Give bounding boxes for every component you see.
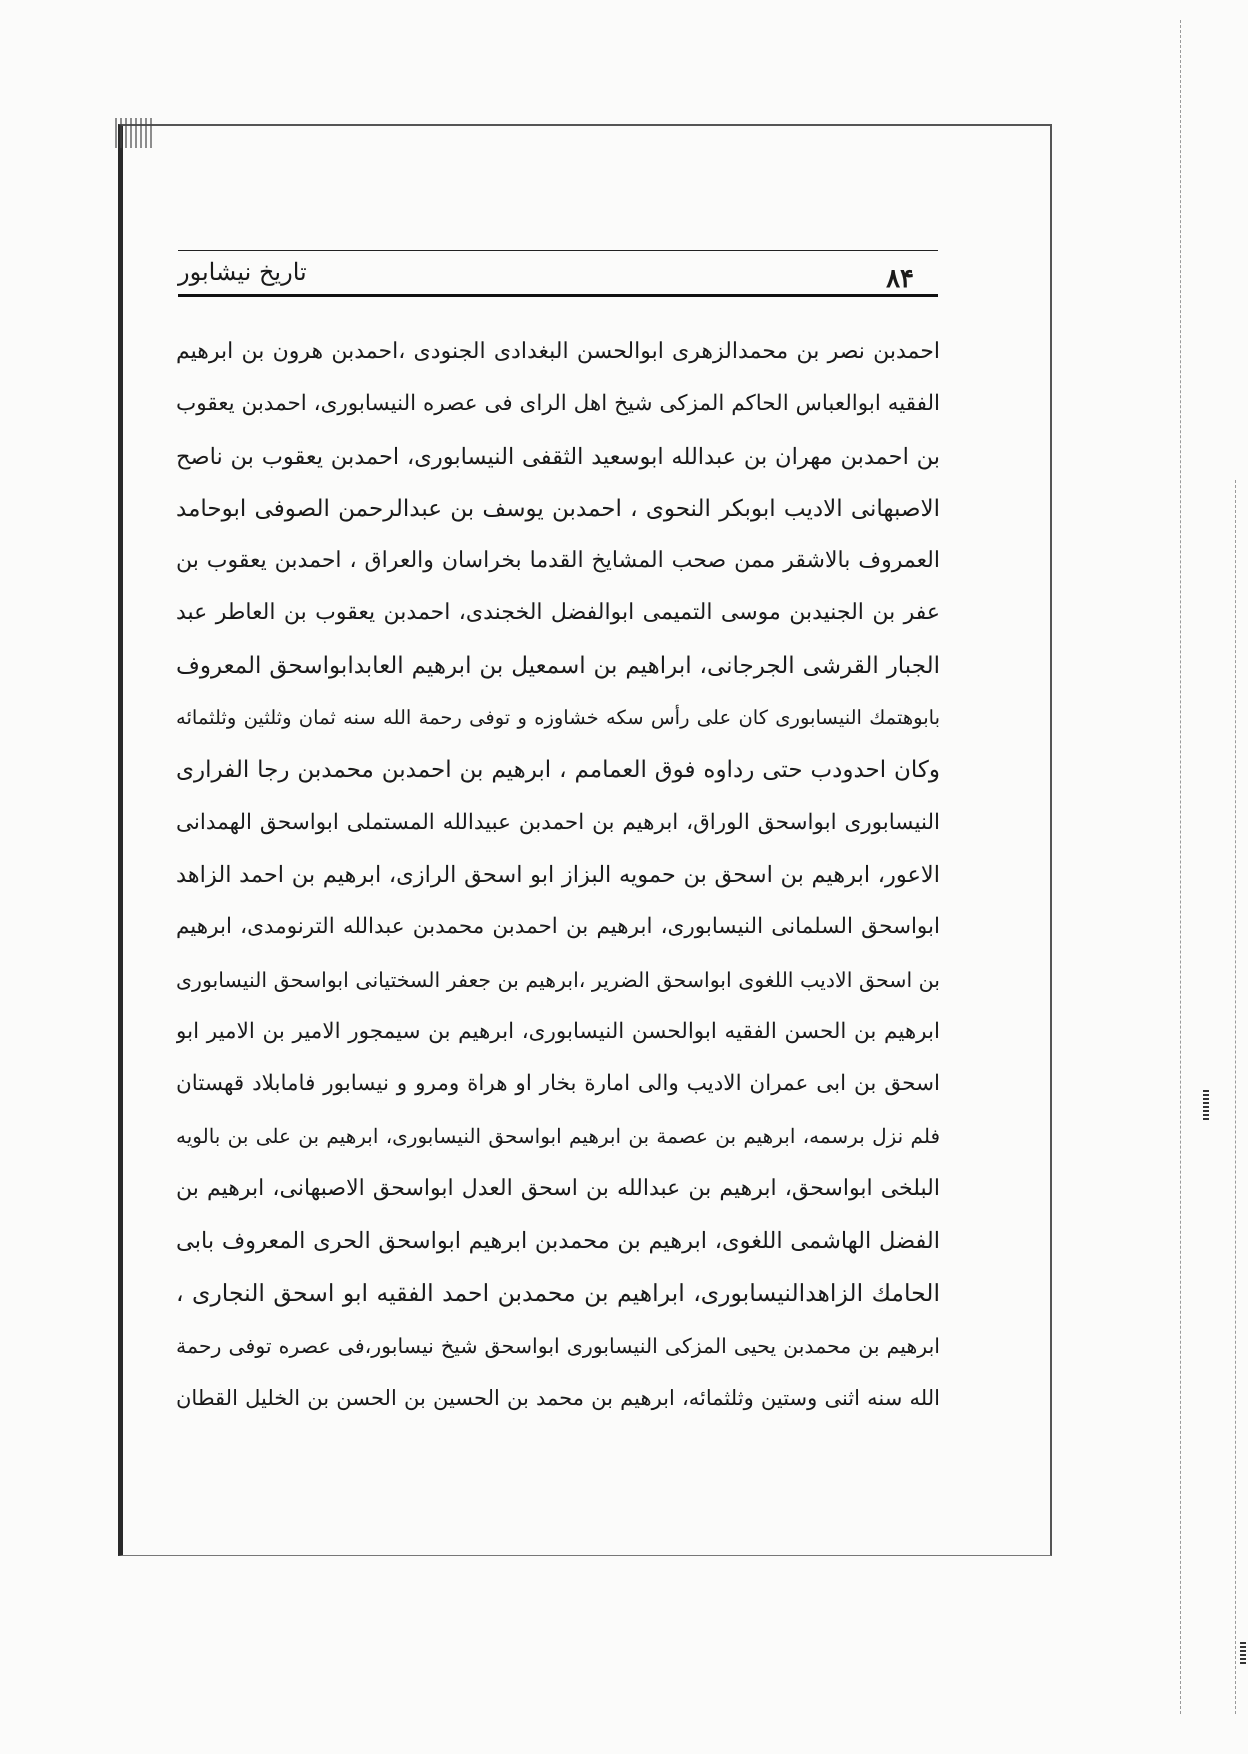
text-line: الاعور، ابرهیم بن اسحق بن حمویه البزاز ابو اسحق الرازی، ابرهیم بن احمد الزاهد	[176, 861, 940, 888]
scan-margin-line	[1235, 480, 1236, 1714]
text-line: الحامك الزاهدالنیسابوری، ابراهیم بن محمدبن احمد الفقیه ابو اسحق النجاری ،	[176, 1279, 940, 1308]
body-text	[176, 326, 940, 1424]
text-line: ابرهیم بن محمدبن یحیی المزکی النیسابوری ابواسحق شیخ نیسابور،فی عصره توفی رحمة	[176, 1333, 940, 1358]
text-line: ابواسحق السلمانی النیسابوری، ابرهیم بن احمدبن محمدبن عبدالله الترنومدی، ابرهیم	[176, 914, 940, 940]
text-line: بن احمدبن مهران بن عبدالله ابوسعید الثقفی النیسابوری، احمدبن یعقوب بن ناصح	[176, 443, 940, 470]
text-line: النیسابوری ابواسحق الوراق، ابرهیم بن احمدبن عبیدالله المستملی ابواسحق الهمدانی	[176, 809, 940, 835]
text-line: اسحق بن ابی عمران الادیب والی امارة بخار او هراة ومرو و نیسابور فامابلاد قهستان	[176, 1071, 940, 1097]
scan-artifact	[1203, 1090, 1209, 1120]
text-line: الله سنه اثنی وستین وثلثمائه، ابرهیم بن محمد بن الحسین بن الحسن بن الخلیل القطان	[176, 1385, 940, 1410]
text-line: عفر بن الجنیدبن موسی التمیمی ابوالفضل الخجندی، احمدبن یعقوب بن العاطر عبد	[176, 600, 940, 626]
text-line: الاصبهانی الادیب ابوبکر النحوی ، احمدبن یوسف بن عبدالرحمن الصوفی ابوحامد	[176, 495, 940, 522]
text-line: الجبار القرشی الجرجانی، ابراهیم بن اسمعیل بن ابرهیم العابدابواسحق المعروف	[176, 652, 940, 679]
running-title: تاريخ نيشابور	[178, 258, 307, 286]
header-rule-top	[178, 250, 938, 251]
text-line: البلخی ابواسحق، ابرهیم بن عبدالله بن اسحق العدل ابواسحق الاصبهانی، ابرهیم بن	[176, 1175, 940, 1201]
text-line: وکان احدودب حتی رداوه فوق العمامم ، ابرهیم بن احمدبن محمدبن رجا الفراری	[176, 757, 940, 784]
text-line: الفقیه ابوالعباس الحاکم المزکی شیخ اهل الرای فی عصره النیسابوری، احمدبن یعقوب	[176, 391, 940, 417]
page-header	[178, 246, 938, 300]
header-rule-bottom	[178, 294, 938, 297]
text-line: فلم نزل برسمه، ابرهیم بن عصمة بن ابرهیم ابواسحق النیسابوری، ابرهیم بن علی بن بالویه	[176, 1124, 940, 1149]
scan-margin-line	[1180, 20, 1181, 1714]
text-line: العمروف بالاشقر ممن صحب المشایخ القدما بخراسان والعراق ، احمدبن یعقوب بن	[176, 548, 940, 574]
text-line: بن اسحق الادیب اللغوی ابواسحق الضریر ،ابرهیم بن جعفر السختیانی ابواسحق النیسابوری	[176, 967, 940, 992]
text-line: ابرهیم بن الحسن الفقیه ابوالحسن النیسابوری، ابرهیم بن سیمجور الامیر بن الامیر ابو	[176, 1018, 940, 1044]
text-line: الفضل الهاشمی اللغوی، ابرهیم بن محمدبن ابرهیم ابواسحق الحری المعروف بابی	[176, 1228, 940, 1255]
text-line: احمدبن نصر بن محمدالزهری ابوالحسن البغدادی الجنودی ،احمدبن هرون بن ابرهیم	[176, 339, 940, 364]
text-line: بابوهتمك النیسابوری کان علی رأس سکه خشاوزه و توفی رحمة الله سنه ثمان وثلثین وثلثمائه	[176, 706, 940, 730]
page-number: ۸۴	[886, 264, 914, 294]
scan-artifact	[1240, 1640, 1246, 1664]
